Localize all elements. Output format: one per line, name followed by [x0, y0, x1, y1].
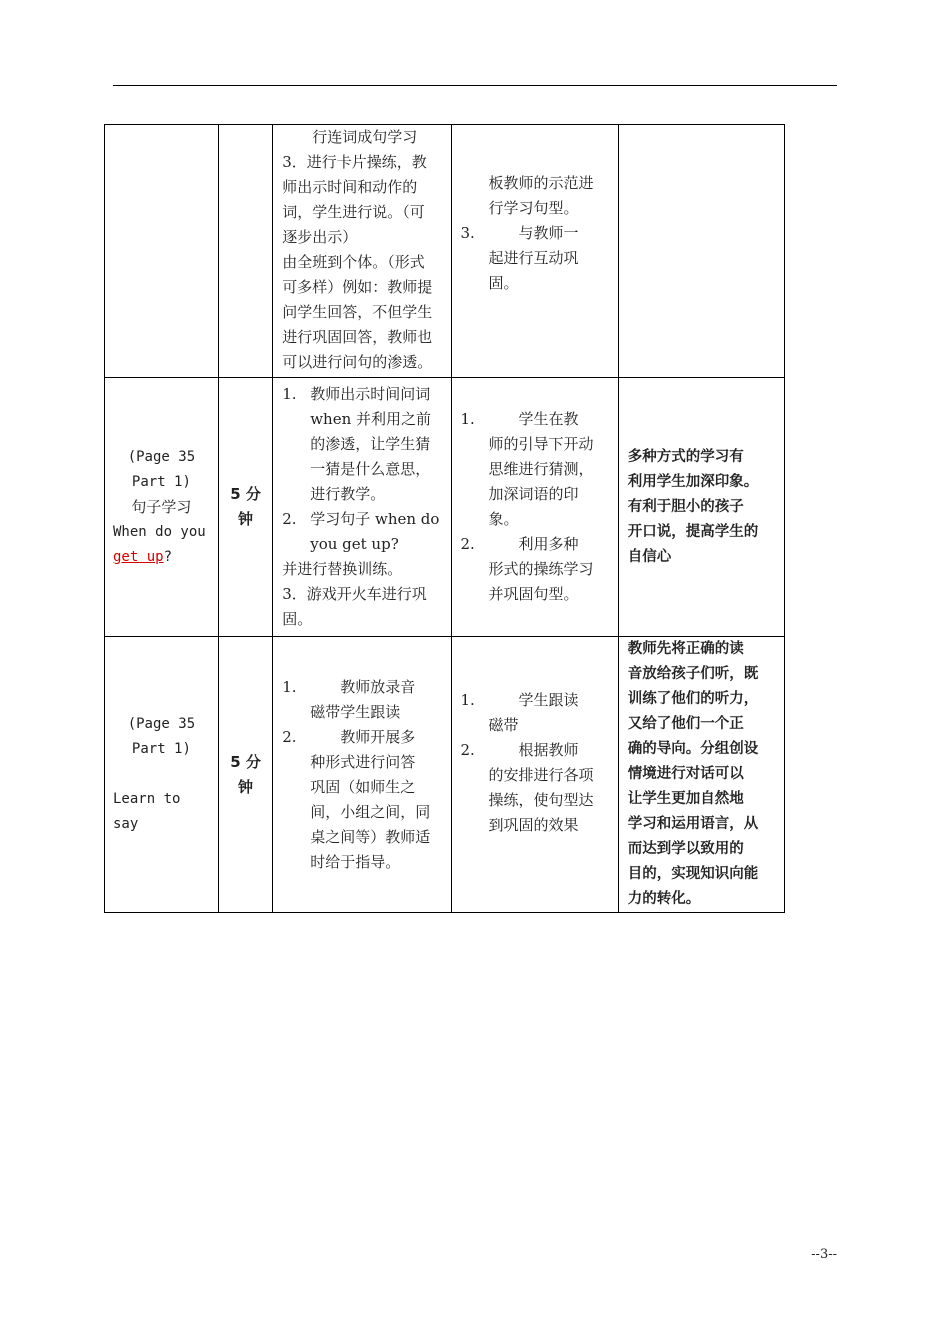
- list-number: 2.: [282, 727, 297, 746]
- text-line: 一猜是什么意思，: [310, 460, 431, 478]
- table-row: [105, 125, 785, 378]
- text-line: 问学生回答，不但学生: [282, 303, 433, 321]
- text-line: 进行教学。: [310, 485, 386, 503]
- text-line: [113, 762, 210, 787]
- cell-step: [105, 125, 219, 378]
- text-line: 开口说，提高学生的: [627, 523, 759, 540]
- list-item: [282, 725, 442, 875]
- cell-design-intent: [618, 637, 784, 913]
- list-number: 2.: [460, 740, 475, 759]
- text-line: 师出示时间和动作的: [282, 178, 418, 196]
- time-value: 5 分: [230, 752, 261, 771]
- list-number: 1.: [460, 690, 475, 709]
- text-line: 力的转化。: [627, 891, 701, 907]
- list-number: 2.: [282, 510, 297, 528]
- highlighted-phrase: get up: [113, 548, 164, 565]
- text-line: (Page 35: [127, 448, 196, 465]
- cell-design-intent: [618, 125, 784, 378]
- text-line: 有利于胆小的孩子: [627, 498, 744, 515]
- text-line: 间，小组之间，同: [310, 802, 431, 821]
- text-punct: ?: [163, 548, 173, 565]
- text-line: 又给了他们一个正: [627, 716, 744, 732]
- text-line: 教师放录音: [310, 677, 416, 696]
- text-line: 多种方式的学习有: [627, 448, 744, 465]
- text-line: 与教师一: [488, 223, 579, 242]
- cell-time: [218, 125, 272, 378]
- text-line: 磁带: [488, 715, 519, 734]
- list-item: [282, 675, 442, 725]
- list-item: [461, 532, 610, 607]
- lesson-plan-table: [104, 124, 785, 913]
- list-item: [282, 507, 442, 557]
- text-line: Learn to: [113, 791, 181, 807]
- list-number: 3.: [460, 223, 475, 242]
- text-line: 情境进行对话可以: [627, 766, 744, 782]
- time-unit: 钟: [238, 510, 254, 528]
- text-line: 由全班到个体。（形式: [282, 253, 425, 271]
- cell-teacher-activity: [273, 125, 451, 378]
- text-line: when 并利用之前: [310, 410, 432, 428]
- text-line: 可以进行问句的渗透。: [282, 353, 433, 371]
- list-item: [461, 407, 610, 532]
- cell-teacher-activity: [273, 378, 451, 637]
- text-line: say: [113, 816, 139, 832]
- table-row: [105, 378, 785, 637]
- text-line: 学习句子 when do: [310, 510, 440, 528]
- cell-time: [218, 637, 272, 913]
- time-value: 5 分: [230, 485, 261, 503]
- text-line: 自信心: [627, 548, 672, 565]
- list-number: 1.: [282, 677, 297, 696]
- text-line: 教师先将正确的读: [627, 641, 744, 657]
- text-line: 思维进行猜测，: [488, 460, 594, 478]
- header-rule: [113, 85, 837, 86]
- text-line: 到巩固的效果: [488, 815, 579, 834]
- text-line: 行学习句型。: [488, 198, 579, 217]
- text-line: 象。: [488, 510, 519, 528]
- list-item: [282, 382, 442, 507]
- text-line: 训练了他们的听力，: [627, 691, 759, 707]
- text-line: 加深词语的印: [488, 485, 579, 503]
- text-line: 教师开展多: [310, 727, 416, 746]
- cell-step: [105, 637, 219, 913]
- list-item: [461, 688, 610, 738]
- text-line: 时给于指导。: [310, 852, 401, 871]
- page-number: --3--: [811, 1247, 837, 1262]
- text-line: 磁带学生跟读: [310, 702, 401, 721]
- text-line: 进行巩固回答，教师也: [282, 328, 433, 346]
- text-line: 根据教师: [488, 740, 579, 759]
- text-line: Part 1): [131, 741, 191, 757]
- list-item: [461, 221, 610, 296]
- cell-step: [105, 378, 219, 637]
- text-line: 学习和运用语言，从: [627, 816, 759, 832]
- text-line: 让学生更加自然地: [627, 791, 744, 807]
- text-line: 而达到学以致用的: [627, 841, 744, 857]
- list-number: 1.: [460, 410, 475, 428]
- text-line: 学生在教: [488, 410, 579, 428]
- text-line: 可多样）例如：教师提: [282, 278, 433, 296]
- text-line: 学生跟读: [488, 690, 579, 709]
- text-line: 3．进行卡片操练，教: [282, 153, 427, 171]
- text-line: 操练，使句型达: [488, 790, 594, 809]
- text-line: 并巩固句型。: [488, 585, 579, 603]
- text-line: 并进行替换训练。: [282, 560, 403, 578]
- text-line: 固。: [282, 610, 313, 628]
- cell-student-activity: [451, 125, 618, 378]
- text-line: 形式的操练学习: [488, 560, 594, 578]
- text-line: (Page 35: [127, 716, 196, 732]
- text-line: you get up?: [310, 535, 399, 553]
- text-line: 音放给孩子们听，既: [627, 666, 759, 682]
- cell-teacher-activity: [273, 637, 451, 913]
- text-line: 教师出示时间问词: [310, 385, 431, 403]
- text-line: 3．游戏开火车进行巩: [282, 585, 427, 603]
- list-number: 1.: [282, 385, 297, 403]
- text-line: 固。: [488, 273, 519, 292]
- text-line: 句子学习: [131, 497, 192, 516]
- text-line: 词，学生进行说。（可: [282, 203, 425, 221]
- list-number: 2.: [460, 535, 475, 553]
- text-line: When do you: [113, 523, 206, 540]
- cell-design-intent: [618, 378, 784, 637]
- text-line: 利用学生加深印象。: [627, 473, 759, 490]
- text-line: 起进行互动巩: [488, 248, 579, 267]
- text-line: Part 1): [131, 473, 191, 490]
- cell-student-activity: [451, 378, 618, 637]
- cell-time: [218, 378, 272, 637]
- table-row: [105, 637, 785, 913]
- text-line: 的安排进行各项: [488, 765, 594, 784]
- list-item: [461, 738, 610, 838]
- time-unit: 钟: [238, 777, 254, 796]
- text-line: 师的引导下开动: [488, 435, 594, 453]
- text-line: 桌之间等）教师适: [310, 827, 431, 846]
- text-line: 的渗透，让学生猜: [310, 435, 431, 453]
- text-line: 利用多种: [488, 535, 579, 553]
- text-line: 种形式进行问答: [310, 752, 416, 771]
- cell-student-activity: [451, 637, 618, 913]
- text-line: 行连词成句学习: [312, 128, 418, 146]
- text-line: 板教师的示范进: [488, 173, 594, 192]
- text-line: 确的导向。分组创设: [627, 741, 759, 757]
- text-line: 巩固（如师生之: [310, 777, 416, 796]
- text-line: 逐步出示）: [282, 228, 358, 246]
- text-line: 目的，实现知识向能: [627, 866, 759, 882]
